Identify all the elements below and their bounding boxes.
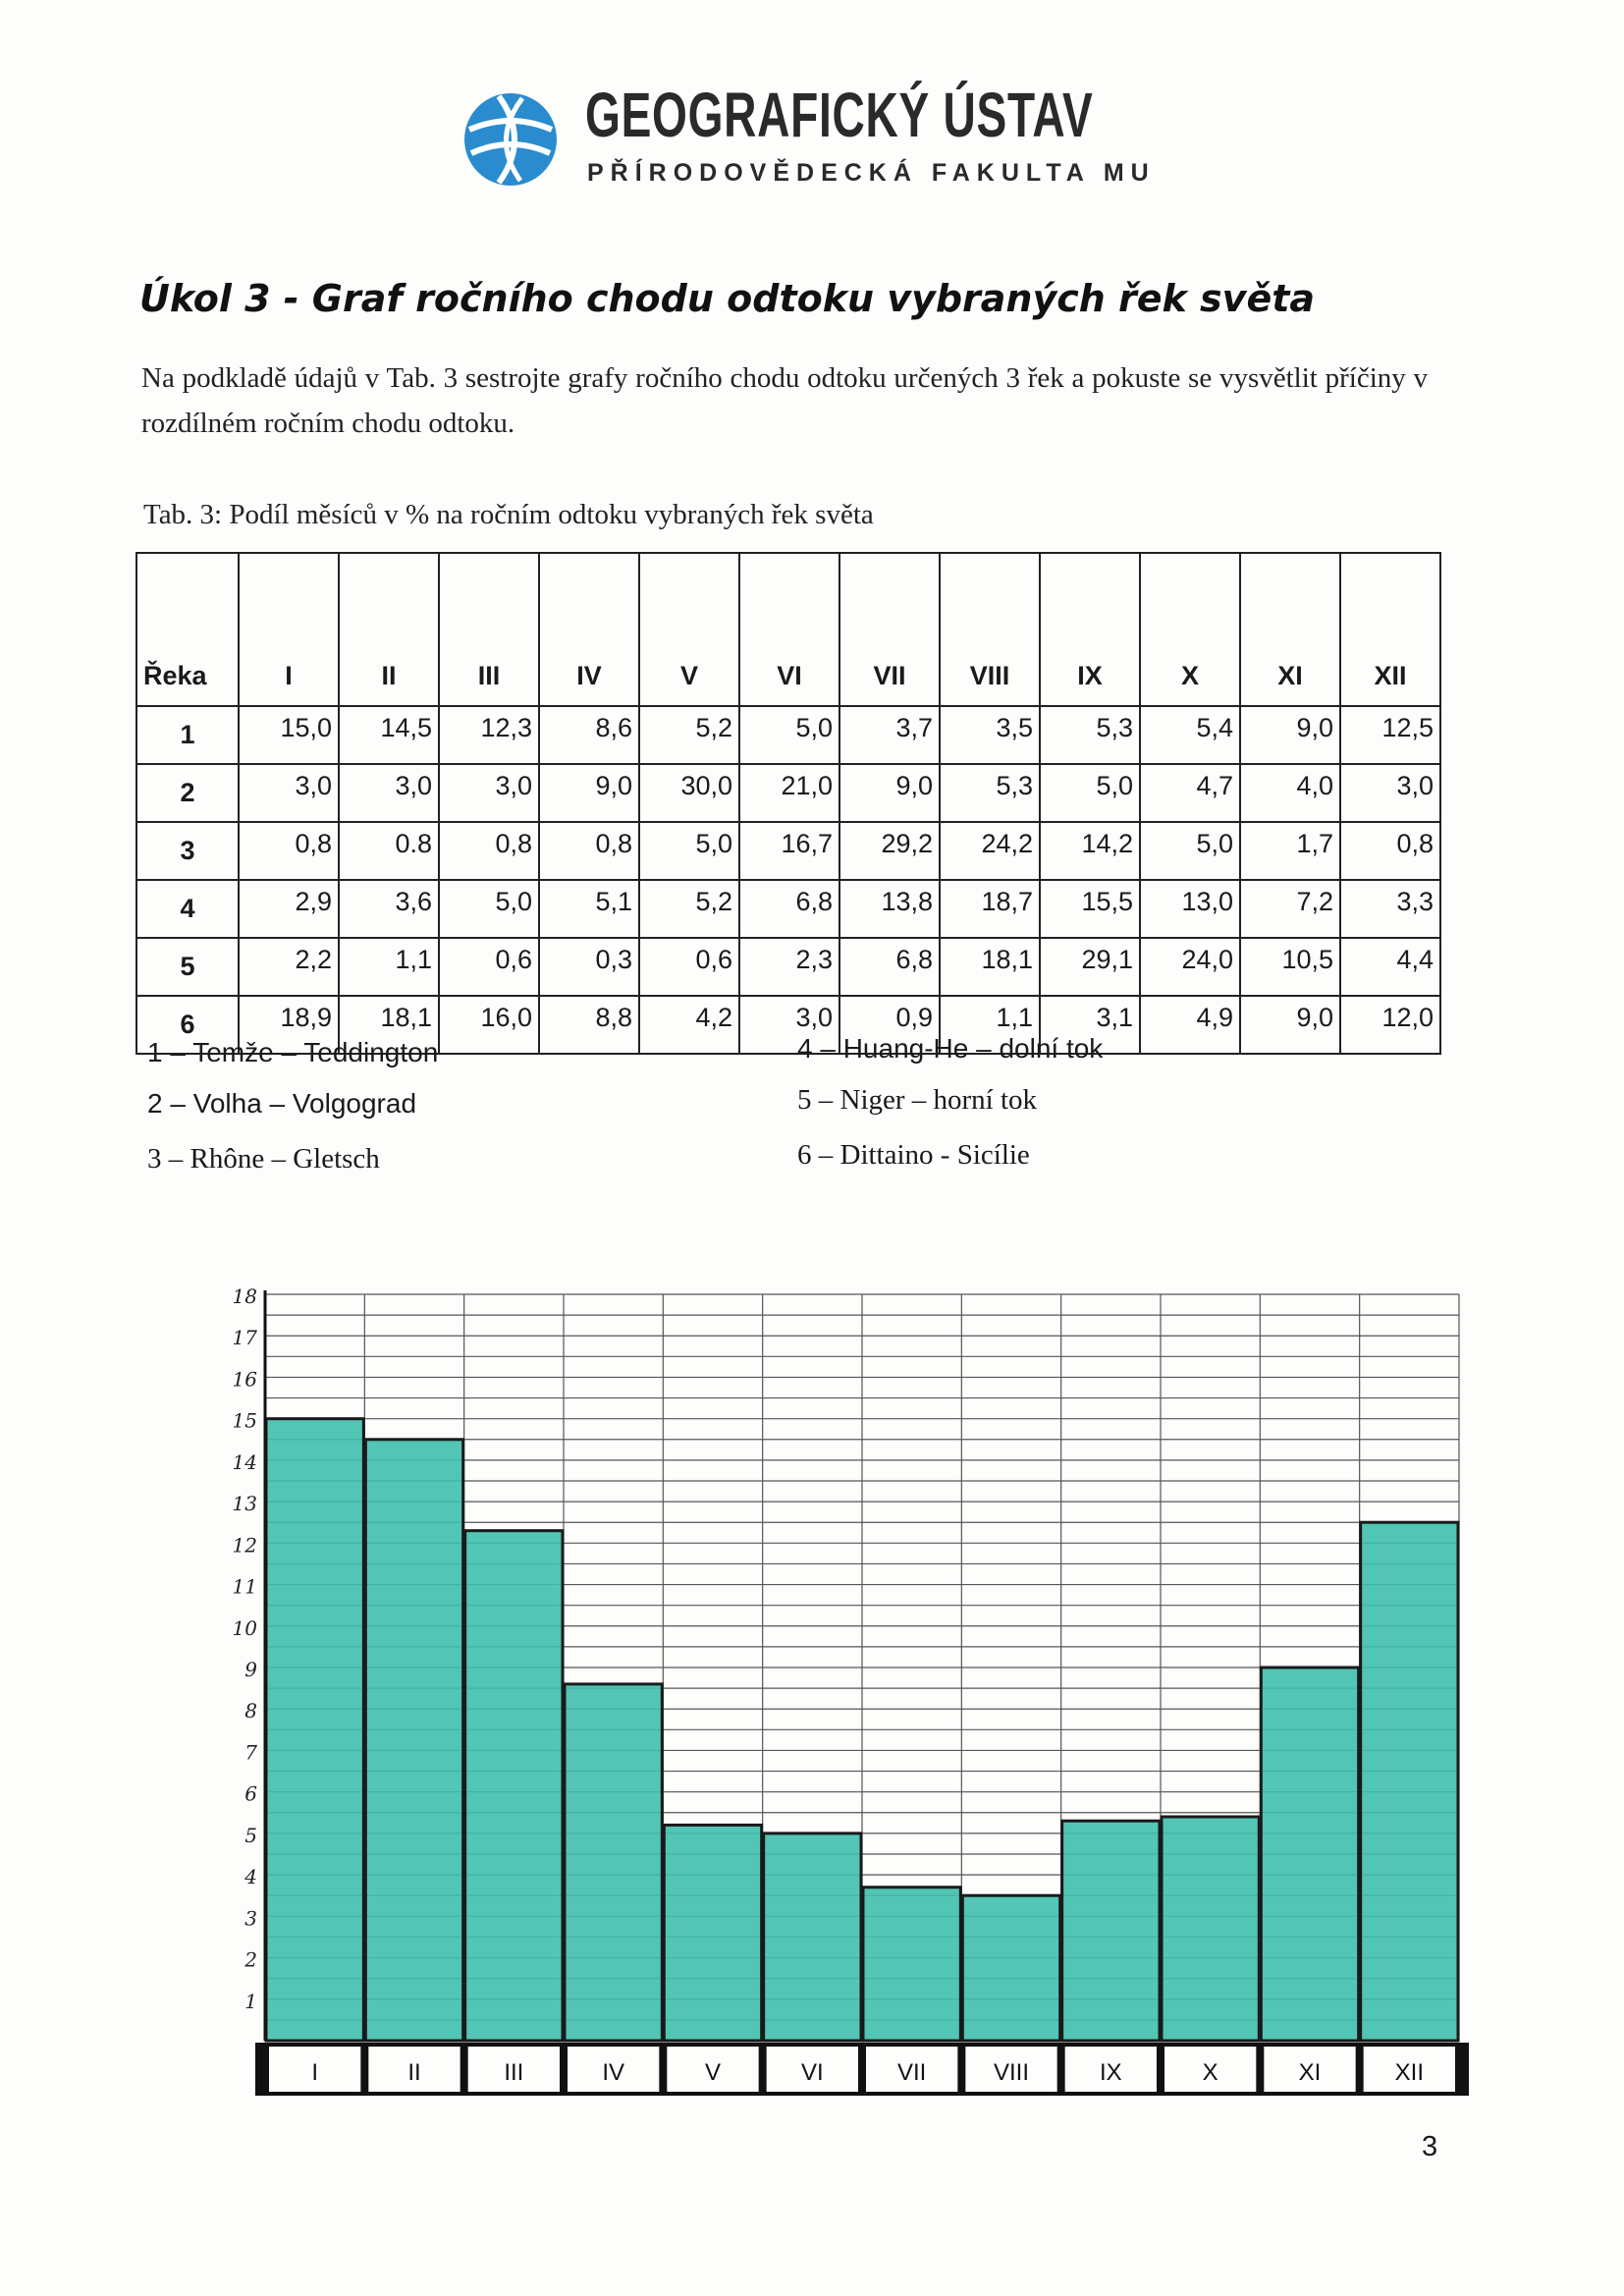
header-month: VIII [940,553,1040,706]
y-tick-label: 12 [232,1533,257,1558]
value-cell: 30,0 [639,764,739,822]
header-month: III [439,553,539,706]
chart-bar [266,1419,363,2041]
x-tick-label: XI [1298,2059,1322,2086]
value-cell: 21,0 [739,764,839,822]
value-cell: 3,0 [439,764,539,822]
value-cell: 1,7 [1240,822,1340,880]
river-id-cell: 6 [136,996,239,1054]
x-tick-label: III [504,2059,524,2086]
value-cell: 18,7 [940,880,1040,938]
y-tick-label: 14 [232,1449,257,1474]
value-cell: 15,5 [1040,880,1140,938]
chart-bar [1361,1522,1458,2041]
river-id-cell: 2 [136,764,239,822]
value-cell: 3,0 [339,764,439,822]
header-month: VI [739,553,839,706]
value-cell: 9,0 [839,764,940,822]
value-cell: 14,2 [1040,822,1140,880]
x-tick-label: I [311,2059,319,2086]
header-month: II [339,553,439,706]
value-cell: 5,0 [639,822,739,880]
institute-name: GEOGRAFICKÝ ÚSTAV [585,80,1094,150]
chart-bar [565,1684,662,2041]
value-cell: 3,6 [339,880,439,938]
task-title: Úkol 3 - Graf ročního chodu odtoku vybraných řek světa [139,277,1316,320]
value-cell: 0,8 [539,822,639,880]
value-cell: 4,0 [1240,764,1340,822]
value-cell: 5,2 [639,706,739,764]
chart-bar [1261,1667,1358,2041]
header-month: IV [539,553,639,706]
y-tick-label: 18 [232,1285,257,1308]
value-cell: 4,7 [1140,764,1240,822]
value-cell: 0,9 [839,996,940,1054]
value-cell: 0,8 [1340,822,1440,880]
header-river: Řeka [136,553,239,706]
value-cell: 8,6 [539,706,639,764]
x-tick-label: VIII [993,2059,1030,2086]
value-cell: 5,3 [940,764,1040,822]
value-cell: 12,3 [439,706,539,764]
chart-bar [1062,1821,1160,2041]
value-cell: 5,4 [1140,706,1240,764]
chart-bar [664,1825,761,2041]
value-cell: 24,2 [940,822,1040,880]
value-cell: 5,0 [1140,822,1240,880]
value-cell: 16,0 [439,996,539,1054]
legend-item-1: 1 – Temže – Teddington [147,1037,439,1067]
y-tick-label: 9 [244,1658,257,1681]
value-cell: 5,3 [1040,706,1140,764]
y-tick-label: 10 [232,1615,257,1640]
value-cell: 3,3 [1340,880,1440,938]
y-tick-label: 15 [232,1408,257,1433]
value-cell: 3,1 [1040,996,1140,1054]
value-cell: 12,5 [1340,706,1440,764]
value-cell: 18,9 [239,996,339,1054]
value-cell: 0,6 [439,938,539,996]
header-month: IX [1040,553,1140,706]
header-month: I [239,553,339,706]
chart-bar [1162,1817,1259,2041]
value-cell: 10,5 [1240,938,1340,996]
header-month: X [1140,553,1240,706]
x-tick-label: VI [800,2059,824,2086]
legend-item-3: 3 – Rhône – Gletsch [147,1143,380,1175]
institute-subtitle: PŘÍRODOVĚDECKÁ FAKULTA MU [587,159,1156,187]
chart-bar [863,1887,960,2041]
value-cell: 9,0 [1240,706,1340,764]
task-intro: Na podkladě údajů v Tab. 3 sestrojte grafy ročního chodu odtoku určených 3 řek a pokuste se vysvětlit příčiny v rozdílném ročním chodu odtoku. [141,362,1428,439]
value-cell: 7,2 [1240,880,1340,938]
y-tick-label: 13 [232,1492,257,1516]
legend-item-6: 6 – Dittaino - Sicílie [797,1139,1030,1171]
value-cell: 12,0 [1340,996,1440,1054]
value-cell: 18,1 [339,996,439,1054]
value-cell: 29,1 [1040,938,1140,996]
value-cell: 4,9 [1140,996,1240,1054]
value-cell: 8,8 [539,996,639,1054]
x-tick-label: XII [1394,2059,1425,2086]
value-cell: 18,1 [940,938,1040,996]
value-cell: 5,0 [1040,764,1140,822]
value-cell: 24,0 [1140,938,1240,996]
y-tick-label: 7 [244,1740,257,1765]
value-cell: 2,2 [239,938,339,996]
value-cell: 16,7 [739,822,839,880]
value-cell: 1,1 [339,938,439,996]
value-cell: 5,2 [639,880,739,938]
x-tick-label: V [704,2059,722,2086]
chart-bar [365,1440,462,2041]
value-cell: 3,0 [239,764,339,822]
x-tick-label: X [1202,2059,1218,2086]
y-tick-label: 5 [244,1823,257,1847]
y-tick-label: 8 [244,1699,257,1723]
x-tick-label: II [407,2059,421,2086]
value-cell: 5,0 [439,880,539,938]
y-tick-label: 2 [244,1947,257,1972]
y-tick-label: 11 [232,1574,257,1599]
river-id-cell: 1 [136,706,239,764]
value-cell: 4,4 [1340,938,1440,996]
value-cell: 6,8 [739,880,839,938]
value-cell: 3,7 [839,706,940,764]
value-cell: 15,0 [239,706,339,764]
value-cell: 0,3 [539,938,639,996]
value-cell: 5,1 [539,880,639,938]
value-cell: 14,5 [339,706,439,764]
y-tick-label: 17 [232,1326,257,1350]
y-tick-label: 6 [244,1781,257,1806]
y-tick-label: 3 [244,1906,257,1931]
value-cell: 9,0 [539,764,639,822]
table-caption: Tab. 3: Podíl měsíců v % na ročním odtoku vybraných řek světa [143,499,874,530]
value-cell: 1,1 [940,996,1040,1054]
value-cell: 13,8 [839,880,940,938]
value-cell: 3,0 [1340,764,1440,822]
river-id-cell: 4 [136,880,239,938]
y-tick-label: 16 [232,1367,257,1392]
header-month: VII [839,553,940,706]
river-id-cell: 3 [136,822,239,880]
value-cell: 2,9 [239,880,339,938]
value-cell: 13,0 [1140,880,1240,938]
header-month: XI [1240,553,1340,706]
value-cell: 29,2 [839,822,940,880]
value-cell: 3,5 [940,706,1040,764]
value-cell: 9,0 [1240,996,1340,1054]
y-tick-label: 4 [244,1865,257,1889]
value-cell: 0,6 [639,938,739,996]
legend-item-4: 4 – Huang-He – dolní tok [797,1033,1104,1064]
value-cell: 3,0 [739,996,839,1054]
chart-bar [465,1531,563,2041]
value-cell: 0.8 [339,822,439,880]
header-month: V [639,553,739,706]
value-cell: 4,2 [639,996,739,1054]
value-cell: 2,3 [739,938,839,996]
chart-bar [962,1895,1059,2041]
value-cell: 6,8 [839,938,940,996]
value-cell: 0,8 [439,822,539,880]
river-id-cell: 5 [136,938,239,996]
value-cell: 5,0 [739,706,839,764]
y-tick-label: 1 [244,1989,257,2013]
header-month: XII [1340,553,1440,706]
legend-item-2: 2 – Volha – Volgograd [147,1088,417,1119]
legend-item-5: 5 – Niger – horní tok [797,1084,1038,1116]
x-tick-label: IX [1099,2059,1122,2086]
value-cell: 0,8 [239,822,339,880]
x-tick-label: IV [602,2059,625,2086]
x-tick-label: VII [896,2059,927,2086]
page-number: 3 [1422,2131,1438,2162]
chart-bar [764,1833,861,2041]
